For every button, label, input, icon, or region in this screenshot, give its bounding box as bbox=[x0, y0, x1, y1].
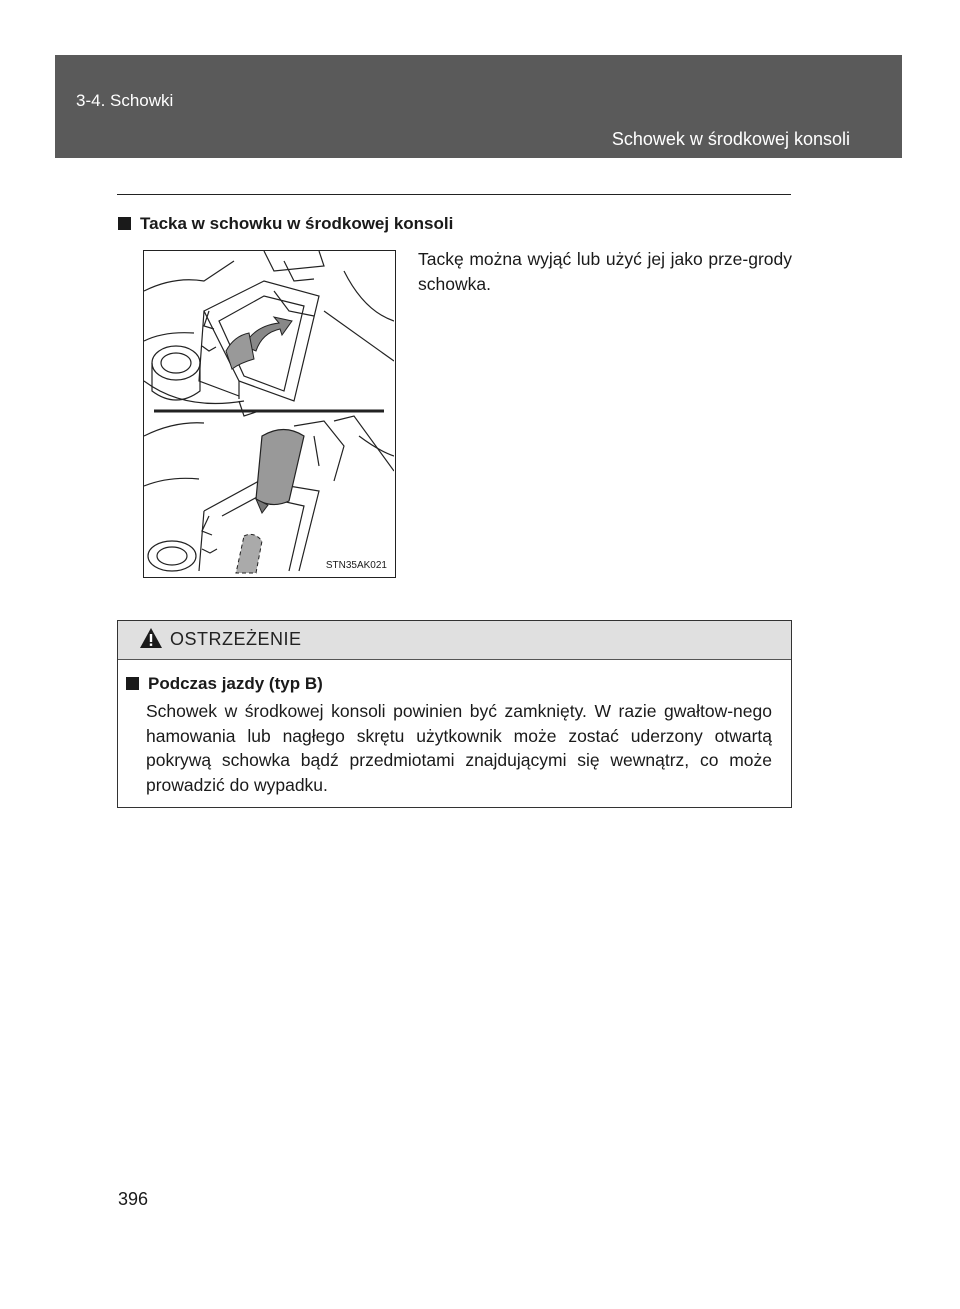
warning-text: Schowek w środkowej konsoli powinien być zamknięty. W razie gwałtow-nego hamowania lub nagłego skrętu użytkownik może zostać uderzony otwartą pokrywą schowka bądź przedmiotami znajdującymi się wewnątrz, co może prowadzić do wypadku. bbox=[146, 701, 772, 795]
warning-subheading-text: Podczas jazdy (typ B) bbox=[148, 674, 323, 693]
warning-title: OSTRZEŻENIE bbox=[170, 629, 302, 649]
divider-rule bbox=[117, 194, 791, 195]
section-label: 3-4. Schowki bbox=[76, 91, 174, 110]
console-tray-drawing bbox=[144, 251, 394, 576]
page-number: 396 bbox=[118, 1189, 149, 1209]
page-subtitle: Schowek w środkowej konsoli bbox=[611, 129, 850, 149]
warning-triangle-icon bbox=[139, 627, 163, 649]
warning-subheading bbox=[126, 674, 323, 694]
section-heading bbox=[118, 214, 453, 234]
warning-header bbox=[118, 621, 791, 660]
section-heading-text: Tacka w schowku w środkowej konsoli bbox=[140, 214, 454, 233]
figure-code: STN35AK021 bbox=[325, 560, 387, 571]
section-description: Tackę można wyjąć lub użyć jej jako prze-grody schowka. bbox=[418, 249, 792, 294]
console-tray-illustration bbox=[143, 250, 396, 578]
square-bullet-icon bbox=[126, 677, 139, 690]
warning-box bbox=[117, 620, 792, 808]
square-bullet-icon bbox=[118, 217, 131, 230]
